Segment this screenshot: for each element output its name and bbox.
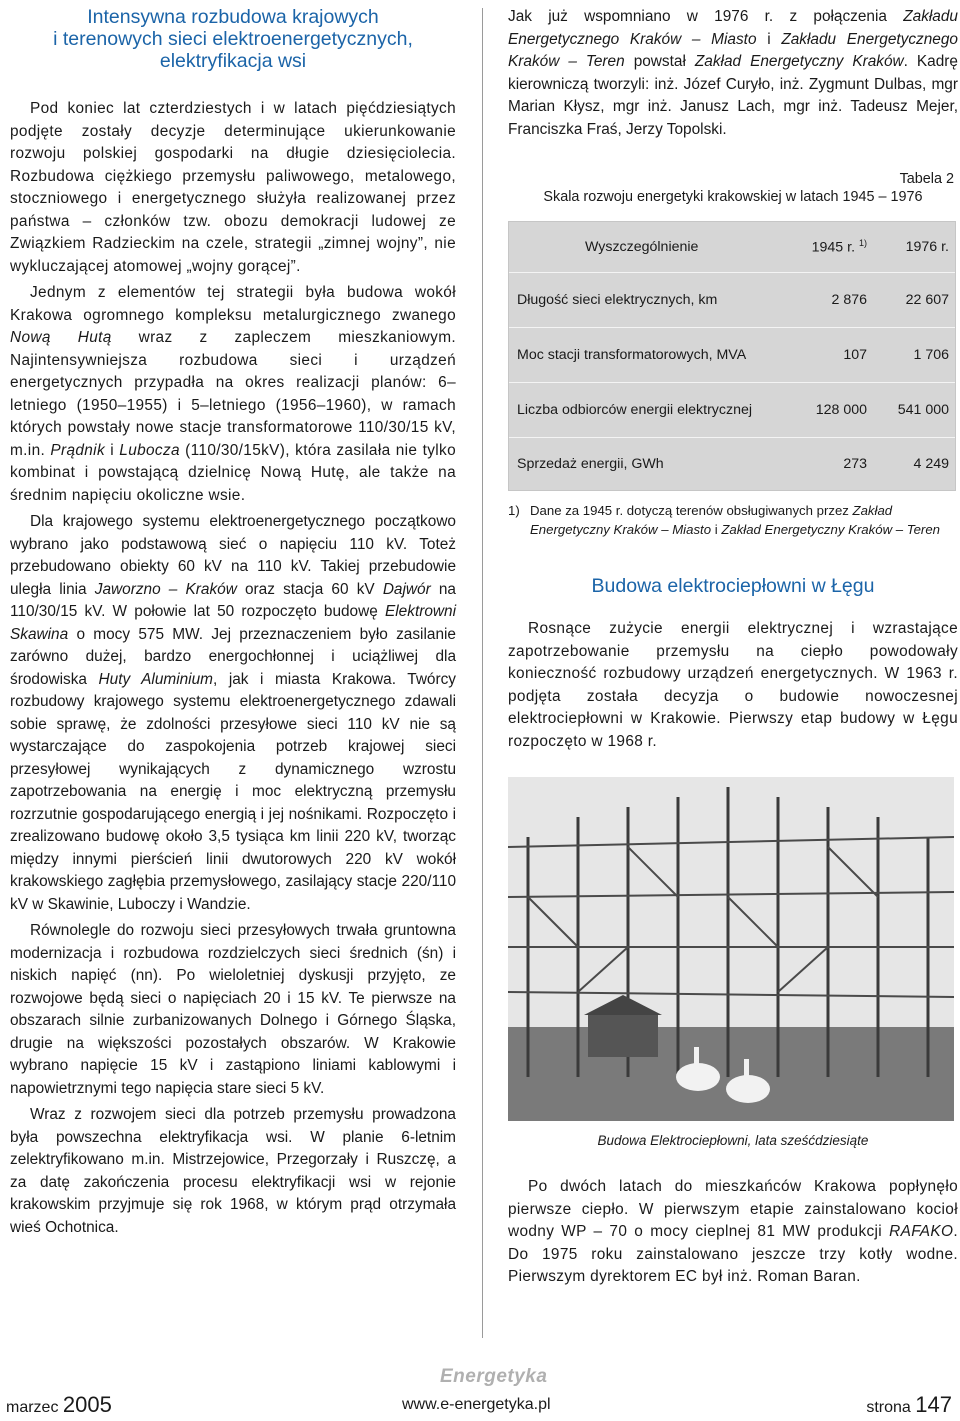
table-cell: Sprzedaż energii, GWh	[517, 456, 664, 472]
table-cell: 1 706	[913, 347, 949, 363]
text-run: na 110/30/15 kV. W połowie lat 50 rozpoczęto budowę	[10, 580, 456, 620]
page-label: strona	[866, 1399, 911, 1416]
heading-line: Intensywna rozbudowa krajowych	[87, 6, 379, 28]
paragraph-intro: Pod koniec lat czterdziestych i w latach pięćdziesiątych podjęte zostały decyzje determinujące ukierunkowanie rozwoju polskiej gospodarki na długie dziesięciolecia. Rozbudowa ciężkiego przemysłu paliwowego, metalowego, stoczniowego i energetycznego służyła realizowanej przez państwa – członków tzw. obozu demokracji ludowej ze Związkiem Radzieckim na czele, strategii „zimnej wojny”, nie wykluczającej atomowej „wojny gorącej”.	[10, 100, 456, 275]
table-footnote	[508, 501, 958, 539]
heading-line: i terenowych sieci elektroenergetycznych,	[53, 28, 413, 50]
text-run-italic: Jaworzno – Kraków	[94, 580, 237, 598]
text-run: Po dwóch latach do mieszkańców Krakowa popłynęło pierwsze ciepło. W pierwszym etapie zainstalowano kocioł wodny WP – 70 o mocy cieplnej 81 MW produkcji	[508, 1178, 958, 1240]
table-row	[509, 438, 955, 490]
text-run: powstał	[624, 53, 695, 70]
section-heading-legu: Budowa elektrociepłowni w Łęgu	[591, 575, 875, 597]
construction-photo	[508, 777, 954, 1121]
text-run: i	[105, 441, 120, 459]
paragraph-merger	[508, 6, 958, 141]
footer-year: 2005	[62, 1392, 112, 1417]
text-run-italic: Zakład Energetyczny Kraków	[694, 53, 904, 70]
photo-caption: Budowa Elektrociepłowni, lata sześćdziesiąte	[597, 1133, 869, 1148]
text-run-italic: Nową Hutą	[10, 329, 112, 346]
table-header-cell: Wyszczególnienie	[585, 239, 699, 255]
text-run-italic: Zakładu Energetycznego Kraków – Miasto	[508, 8, 958, 48]
energetyka-logo: Energetyka	[440, 1366, 548, 1387]
paragraph-electrification: Wraz z rozwojem sieci dla potrzeb przemysłu prowadzona była powszechna elektryfikacja wsi. W planie 6-letnim zelektryfikowano m.in. Mistrzejowice, Przegorzały i Ruszczę, a za datę zakończenia procesu elektryfikacji wsi w rejonie krakowskim przyjmuje się rok 1968, w którym prąd otrzymała wieś Ochotnica.	[10, 1106, 456, 1236]
scaffolding-illustration	[508, 777, 954, 1121]
table-row	[509, 273, 955, 328]
table-cell: 541 000	[897, 402, 949, 418]
text-run-italic: Zakładu Energetycznego Kraków – Teren	[508, 30, 958, 70]
paragraph-ec-decision: Rosnące zużycie energii elektrycznej i wzrastające zapotrzebowanie przemysłu na ciepło powodowały konieczność rozbudowy urządzeń energetycznych. W 1963 r. podjęta została decyzja o budowie nowoczesnej elektrociepłowni w Krakowie. Pierwszy etap budowy w Łęgu rozpoczęto w 1968 r.	[508, 620, 958, 750]
table-header-cell: 1976 r.	[905, 239, 949, 255]
table-cell: 273	[843, 456, 867, 472]
footer-website-link[interactable]: www.e-energetyka.pl	[402, 1396, 551, 1413]
text-run: . Do 1975 roku zainstalowano jeszcze trzy kotły wodne. Pierwszym dyrektorem EC był inż. Roman Baran.	[508, 1223, 958, 1285]
text-run-italic: Zakład Energetyczny Kraków – Miasto	[530, 503, 893, 537]
table-label: Tabela 2	[899, 171, 954, 187]
text-run-italic: Dajwór	[382, 580, 431, 598]
text-run: Dla krajowego systemu elektroenergetycznego początkowo wybrano jako podstawową sieć o napięciu 110 kV. Toteż przebudowano obiekty 60 kV na 110 kV. Takiej przebudowie uległa linia	[10, 513, 456, 598]
text-run-italic: Lubocza	[119, 441, 180, 459]
text-run-italic: Zakład Energetyczny Kraków – Teren	[721, 522, 940, 537]
text-run: o mocy 575 MW. Jej przeznaczeniem było zasilanie zarówno dużej, bardzo energochłonnej i uciążliwej dla środowiska	[10, 625, 456, 688]
table-cell: 2 876	[831, 292, 867, 308]
column-divider	[482, 8, 483, 1338]
header-text: 1945 r.	[811, 239, 856, 256]
page-footer	[0, 1366, 960, 1418]
heading-line: elektryfikacja wsi	[159, 50, 307, 72]
text-run: . Kadrę kierowniczą tworzyli: inż. Józef Curyło, inż. Zygmunt Dulbas, mgr Marian Kłysz, mgr inż. Janusz Lach, mgr inż. Tadeusz Mejer, Franciszka Fraś, Jerzy Topolski.	[508, 53, 958, 138]
paragraph-110kv	[10, 511, 456, 916]
data-table	[508, 221, 956, 491]
text-run: wraz z zapleczem mieszkaniowym. Najintensywniejsza rozbudowa sieci i urządzeń energetycznych przypadła na okres realizacji planów: 6–letniego (1950–1955) i 5–letniego (1956–1960), w ramach których powstały nowe stacje transformatorowe 110/30/15 kV, m.in.	[10, 329, 456, 459]
table-cell: Długość sieci elektrycznych, km	[517, 292, 718, 308]
table-cell: Moc stacji transformatorowych, MVA	[517, 347, 747, 363]
table-title: Skala rozwoju energetyki krakowskiej w latach 1945 – 1976	[543, 189, 923, 205]
table-row	[509, 328, 955, 383]
text-run: , jak i miasta Krakowa. Twórcy rozbudowy krajowego systemu elektroenergetycznego zdawali sobie sprawę, że zdolności przesyłowe sieci 110 kV nie są wystarczające do zaspokojenia potrzeb krajowej sieci przesyłowej wynikających z dynamicznego wzrostu zapotrzebowania na energię i moc elektryczną przemysłu rozrzutnie gospodarującego energią i jej nośnikami. Rozpoczęto i zrealizowano budowę około 3,5 tysiąca km linii 220 kV, tworząc między innymi pierścień linii dwutorowych 220 kV wokół krakowskiego zagłębia przemysłowego, zasilający stacje 220/110 kV w Skawinie, Luboczy i Wandzie.	[10, 670, 457, 913]
text-run-italic: Huty Aluminium	[98, 670, 213, 688]
table-row	[509, 383, 955, 438]
text-run: (110/30/15kV), która zasilała nie tylko kombinat i powstającą dzielnicę Nową Hutę, ale także na średnim napięciu okoliczne wsie.	[10, 441, 456, 504]
text-run-italic: RAFAKO	[889, 1223, 954, 1240]
footnote-ref: 1)	[858, 238, 867, 249]
text-run: i	[711, 522, 722, 537]
text-run-italic: Prądnik	[50, 441, 105, 459]
table-cell: 4 249	[913, 456, 949, 472]
paragraph-nowa-huta	[10, 282, 456, 507]
right-column	[508, 6, 958, 1289]
text-run: i	[756, 30, 782, 48]
left-column	[10, 6, 456, 1239]
footnote-mark: 1)	[508, 503, 520, 518]
section-heading-networks	[10, 6, 456, 72]
table-header-row	[509, 222, 955, 273]
footer-month: marzec	[6, 1399, 59, 1416]
table-cell: 107	[843, 347, 867, 363]
page-number: 147	[915, 1392, 952, 1417]
paragraph-first-heat	[508, 1176, 958, 1289]
table-cell: 22 607	[905, 292, 949, 308]
text-run-italic: Elektrowni Skawina	[10, 603, 456, 643]
text-run: Dane za 1945 r. dotyczą terenów obsługiwanych przez	[530, 503, 853, 518]
footer-page-number	[866, 1392, 952, 1418]
text-run: Jednym z elementów tej strategii była budowa wokół Krakowa ogromnego kompleksu metalurgicznego zwanego	[10, 284, 456, 324]
text-run: oraz stacja 60 kV	[236, 580, 383, 598]
text-run: Jak już wspomniano w 1976 r. z połączenia	[508, 8, 904, 25]
table-cell: 128 000	[815, 402, 867, 418]
paragraph-distribution: Równolegle do rozwoju sieci przesyłowych trwała gruntowna modernizacja i rozbudowa rozdzielczych sieci średnich (śn) i niskich napięć (nn). Po wieloletniej dyskusji przyjęto, ze rozwojowe będą sieci o napięciach 20 i 15 kV. Te pierwsze na obszarach silnie zurbanizowanych Dolnego i Górnego Śląska, drugie na większości pozostałych obszarów. W Krakowie wybrano napięcie 15 kV i zastąpiono liniami kablowymi i napowietrznymi tego napięcia stare sieci 5 kV.	[10, 922, 456, 1097]
footer-issue-date	[6, 1392, 112, 1418]
table-header-cell	[807, 238, 867, 256]
table-cell: Liczba odbiorców energii elektrycznej	[517, 402, 753, 418]
